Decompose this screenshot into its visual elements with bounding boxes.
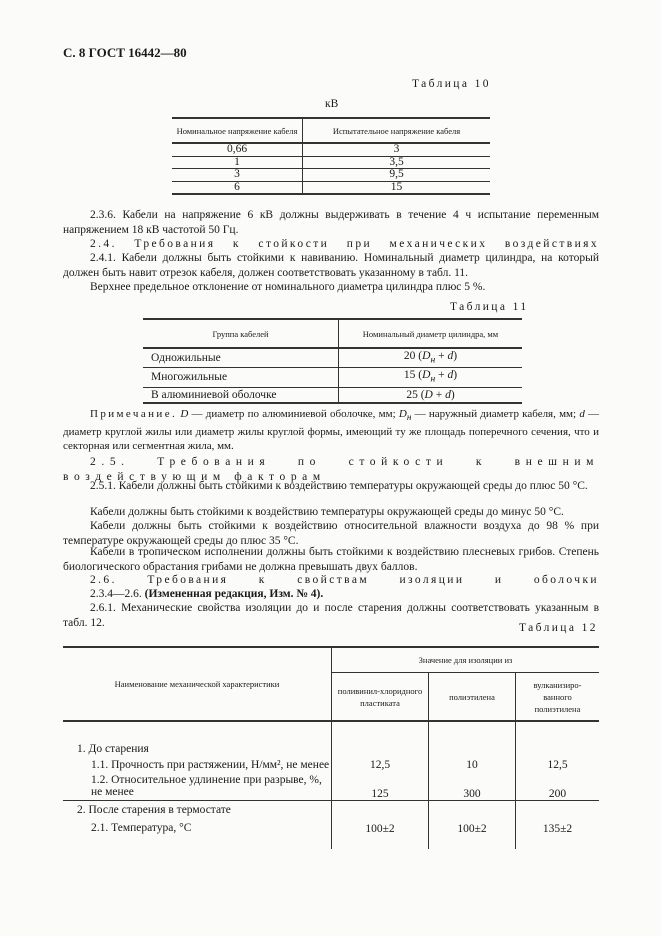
subscript: н bbox=[430, 373, 436, 385]
table-cell: 15 $(D_н + d)$ bbox=[339, 368, 523, 387]
heading-2-4: 2.4. Требования к стойкости при механических воздействиях bbox=[90, 238, 599, 250]
table-12-subheader: поливинил-хлоридного пластиката bbox=[332, 673, 429, 722]
table-cell bbox=[429, 801, 516, 820]
table-row bbox=[172, 169, 490, 182]
table-row bbox=[63, 756, 599, 774]
table-row bbox=[143, 348, 522, 368]
paragraph-2-5-1: 2.5.1. Кабели должны быть стойкими к воздействию температуры окружающей среды до плюс 50 °С. bbox=[90, 480, 588, 492]
table-row bbox=[143, 368, 522, 387]
table-cell: Многожильные bbox=[143, 368, 339, 387]
table-cell bbox=[516, 801, 600, 820]
table-cell: 12,5 bbox=[332, 756, 429, 774]
table-cell: Одножильные bbox=[143, 348, 339, 368]
value: 25 bbox=[406, 388, 418, 401]
paragraph-2-3-6: 2.3.6. Кабели на напряжение 6 кВ должны выдерживать в течение 4 ч испытание переменным напряжением 18 кВ частотой 50 Гц. bbox=[63, 209, 599, 236]
table-cell bbox=[332, 721, 429, 756]
table-cell: 6 bbox=[172, 181, 303, 194]
paragraph-2-3-4 bbox=[63, 587, 599, 602]
paragraph-tropical: Кабели в тропическом исполнении должны быть стойкими к воздействию плесневых грибов. Степень биологического обрастания грибами не должна превышать двух баллов. bbox=[63, 546, 599, 573]
symbol: D bbox=[180, 408, 189, 420]
table-cell: 12,5 bbox=[547, 759, 568, 771]
table-cell: 135±2 bbox=[542, 823, 573, 835]
table-cell: 2.1. Температура, °С bbox=[63, 819, 332, 849]
table-cell: 20 $(D_н + d)$ bbox=[339, 348, 523, 368]
heading-2-6: 2.6. Требования к свойствам изоляции и оболочки bbox=[90, 574, 599, 586]
table-cell: 0,66 bbox=[172, 143, 303, 156]
table-cell bbox=[516, 721, 600, 756]
table-cell: 1. До старения bbox=[63, 721, 332, 756]
note bbox=[63, 407, 599, 454]
table-11-header: Номинальный диаметр цилиндра, мм bbox=[339, 319, 523, 348]
table-row bbox=[63, 721, 599, 756]
table-row bbox=[63, 819, 599, 849]
symbol: d bbox=[447, 350, 454, 362]
table-10-unit: кВ bbox=[325, 98, 339, 110]
table-12-header: Наименование механической характеристики bbox=[63, 647, 332, 721]
table-cell: В алюминиевой оболочке bbox=[143, 387, 339, 403]
symbol: d bbox=[579, 408, 585, 420]
table-11-header: Группа кабелей bbox=[143, 319, 339, 348]
table-10-caption: Таблица 10 bbox=[412, 78, 491, 90]
table-cell: 9,5 bbox=[303, 169, 491, 182]
paragraph-2-6-1: 2.6.1. Механические свойства изоляции до и после старения должны соответствовать указанным в табл. 12. bbox=[63, 602, 599, 629]
table-11-caption: Таблица 11 bbox=[450, 301, 529, 313]
note-text: — диаметр круглой жилы или диаметр жилы круглой формы, имеющий ту же площадь поперечного сечения, что и секторная или сегментная жила, мм. bbox=[63, 408, 600, 453]
value: 15 bbox=[403, 369, 416, 382]
table-cell: 25 (D + d) bbox=[339, 387, 523, 403]
operator: + bbox=[438, 350, 445, 362]
table-11 bbox=[143, 318, 522, 404]
value: 20 bbox=[403, 350, 416, 362]
table-cell: 3 bbox=[303, 143, 491, 156]
operator: + bbox=[438, 369, 445, 382]
table-row bbox=[172, 143, 490, 156]
operator: + bbox=[435, 388, 443, 401]
heading-2-5: 2.5. Требования по стойкости к внешним воздействующим факторам bbox=[63, 456, 599, 483]
paragraph-minus-50: Кабели должны быть стойкими к воздействию температуры окружающей среды до минус 50 °С. bbox=[90, 506, 564, 518]
paragraph-humidity: Кабели должны быть стойкими к воздействию относительной влажности воздуха до 98 % при температуре окружающей среды до плюс 35 °С. bbox=[63, 520, 599, 547]
table-10-header: Испытательное напряжение кабеля bbox=[303, 118, 491, 143]
table-cell: 3,5 bbox=[303, 156, 491, 169]
table-cell: 100±2 bbox=[429, 819, 516, 849]
note-text: — диаметр по алюминиевой оболочке, мм; bbox=[191, 408, 396, 420]
table-cell bbox=[429, 721, 516, 756]
table-cell: 1.1. Прочность при растяжении, Н/мм², не менее bbox=[63, 756, 332, 774]
table-cell: 15 bbox=[303, 181, 491, 194]
note-label: Примечание. bbox=[90, 408, 178, 420]
table-row bbox=[172, 156, 490, 169]
table-cell bbox=[332, 801, 429, 820]
amendment-note: (Измененная редакция, Изм. № 4). bbox=[144, 588, 324, 600]
table-10-header: Номинальное напряжение кабеля bbox=[172, 118, 303, 143]
table-12-header: Значение для изоляции из bbox=[332, 647, 600, 673]
paragraph-2-4-1: 2.4.1. Кабели должны быть стойкими к навиванию. Номинальный диаметр цилиндра, на который должен быть навит отрезок кабеля, должен соответствовать указанному в табл. 11. bbox=[63, 252, 599, 279]
table-cell: 200 bbox=[548, 788, 567, 800]
symbol: D bbox=[422, 350, 431, 362]
table-row bbox=[63, 774, 599, 801]
table-cell: 3 bbox=[172, 169, 303, 182]
page-header: С. 8 ГОСТ 16442—80 bbox=[63, 45, 187, 60]
table-row bbox=[63, 801, 599, 820]
table-cell: 125 bbox=[332, 774, 429, 801]
symbol: D bbox=[422, 369, 431, 382]
table-cell: 300 bbox=[429, 774, 516, 801]
symbol: D bbox=[424, 388, 433, 401]
table-cell: 10 bbox=[429, 756, 516, 774]
table-12-subheader: полиэтилена bbox=[429, 673, 516, 722]
amendment-ref: 2.3.4—2.6. bbox=[90, 588, 142, 600]
table-12-caption: Таблица 12 bbox=[519, 622, 598, 634]
table-row bbox=[143, 387, 522, 403]
symbol: D bbox=[398, 408, 407, 420]
note-text: — наружный диаметр кабеля, мм; bbox=[414, 408, 577, 420]
symbol: d bbox=[447, 369, 454, 382]
symbol: d bbox=[445, 388, 451, 401]
table-cell: 2. После старения в термостате bbox=[63, 801, 332, 820]
table-cell: 1.2. Относительное удлинение при разрыве, %, не менее bbox=[63, 774, 332, 801]
table-cell: 1 bbox=[172, 156, 303, 169]
table-row bbox=[172, 181, 490, 194]
subscript: н bbox=[406, 412, 412, 423]
table-12-subheader: вулканизиро-ванного полиэтилена bbox=[516, 673, 600, 722]
table-10 bbox=[172, 117, 490, 195]
subscript: н bbox=[430, 354, 436, 366]
paragraph-upper-deviation: Верхнее предельное отклонение от номинального диаметра цилиндра плюс 5 %. bbox=[90, 281, 486, 293]
table-12 bbox=[63, 646, 599, 849]
table-cell: 100±2 bbox=[332, 819, 429, 849]
